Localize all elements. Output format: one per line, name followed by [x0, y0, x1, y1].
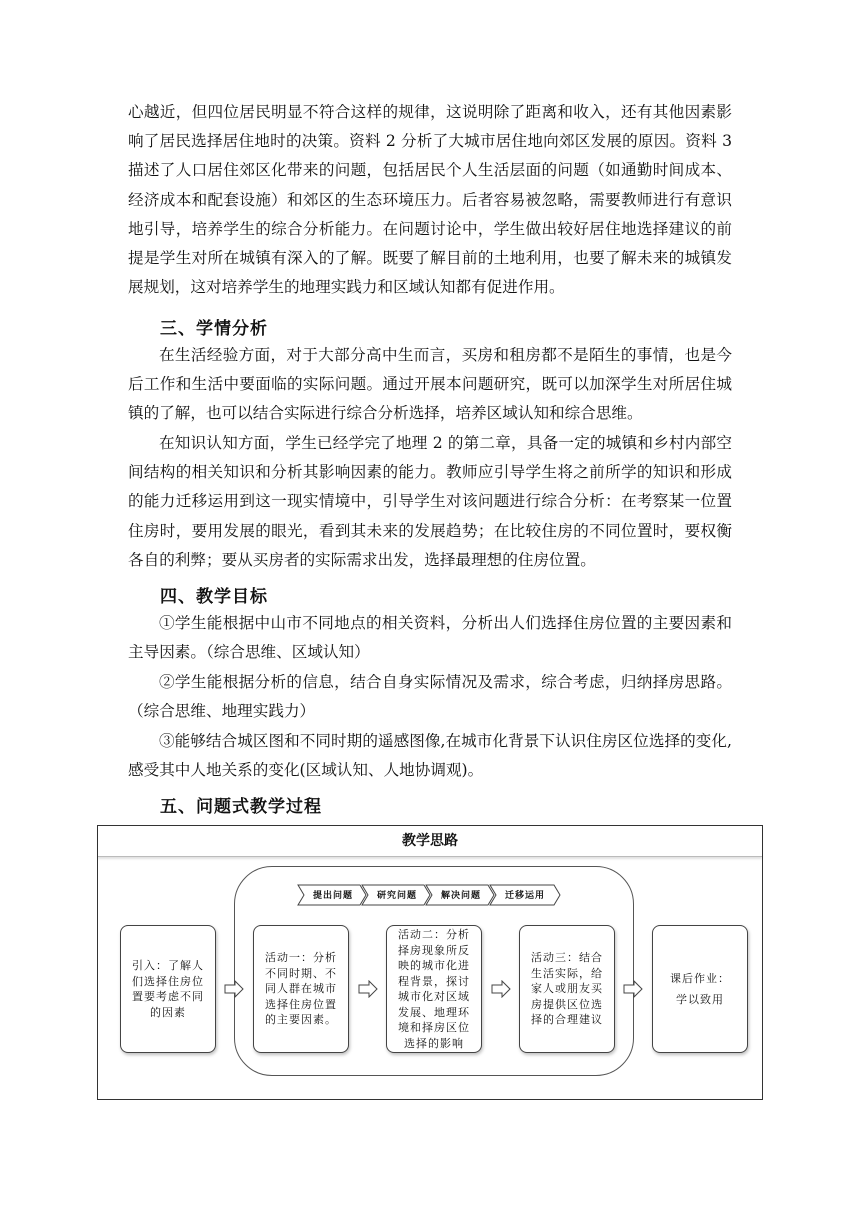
arrow-right-icon: [491, 980, 511, 998]
box-activity-1-line: 不同时期、不: [265, 966, 337, 980]
box-intro: [120, 925, 216, 1053]
section-heading-teaching-goals: 四、教学目标: [160, 587, 268, 607]
box-activity-2-line: 择房现象所反: [398, 943, 470, 957]
box-activity-3-line: 择的合理建议: [531, 1013, 603, 1027]
box-activity-2-line: 选择的影响: [404, 1036, 464, 1050]
box-activity-1-line: 选择住房位置: [265, 997, 337, 1011]
arrow-right-icon: [358, 980, 378, 998]
box-activity-2-line: 映的城市化进: [398, 959, 470, 972]
box-activity-2-line: 境和择房区位: [398, 1021, 470, 1034]
diagram-title-bar: [98, 826, 762, 857]
box-intro-line: 置要考虑不同: [132, 990, 204, 1003]
box-activity-2: [386, 925, 482, 1053]
box-activity-3-line: 活动三：结合: [531, 951, 603, 965]
section-heading-teaching-process: 五、问题式教学过程: [160, 797, 322, 817]
box-activity-3: [519, 925, 615, 1053]
box-activity-2-line: 活动二：分析: [398, 928, 470, 941]
box-activity-1-line: 活动一：分析: [265, 951, 337, 965]
box-activity-3-line: 家人或朋友买: [531, 982, 603, 996]
box-activity-1-line: 同人群在城市: [265, 982, 337, 996]
step-label-4: 迁移运用: [504, 891, 545, 901]
paragraph-resource-analysis: 心越近，但四位居民明显不符合这样的规律，这说明除了距离和收入，还有其他因素影响了居民选择居住地时的决策。资料 2 分析了大城市居住地向郊区发展的原因。资料 3 描述了人口居住郊区化带来的问题，包括居民个人生活层面的问题（如通勤时间成本、经济成本和配套设施）和郊区的生态环境压力。后者容易被忽略，需要教师进行有意识地引导，培养学生的综合分析能力。在问题讨论中，学生做出较好居住地选择建议的前提是学生对所在城镇有深入的了解。既要了解目前的土地利用，也要了解未来的城镇发展规划，这对培养学生的地理实践力和区域认知都有促进作用。: [128, 103, 732, 297]
box-homework-line: 课后作业：: [670, 971, 730, 985]
arrow-right-icon: [224, 980, 244, 998]
box-intro-line: 们选择住房位: [132, 974, 204, 988]
goal-item-1: ①学生能根据中山市不同地点的相关资料，分析出人们选择住房位置的主要因素和主导因素。（综合思维、区域认知）: [128, 614, 732, 662]
diagram-title: 教学思路: [402, 833, 458, 849]
box-activity-1: [253, 925, 349, 1053]
step-label-1: 提出问题: [312, 891, 353, 901]
box-activity-1-line: 的主要因素。: [265, 1013, 337, 1027]
box-intro-line: 引入：了解人: [132, 959, 204, 972]
goal-item-3: ③能够结合城区图和不同时期的遥感图像,在城市化背景下认识住房区位选择的变化,感受其中人地关系的变化(区域认知、人地协调观)。: [128, 732, 732, 780]
box-homework: [652, 925, 748, 1053]
paragraph-life-experience: 在生活经验方面，对于大部分高中生而言，买房和租房都不是陌生的事情，也是今后工作和生活中要面临的实际问题。通过开展本问题研究，既可以加深学生对所居住城镇的了解，也可以结合实际进行综合分析选择，培养区域认知和综合思维。: [128, 346, 732, 423]
box-homework-line: 学以致用: [676, 993, 724, 1006]
goal-item-2: ②学生能根据分析的信息，结合自身实际情况及需求，综合考虑，归纳择房思路。（综合思维、地理实践力）: [128, 673, 732, 721]
step-label-3: 解决问题: [440, 891, 481, 901]
box-activity-3-line: 生活实际，给: [531, 966, 603, 980]
paragraph-knowledge: 在知识认知方面，学生已经学完了地理 2 的第二章，具备一定的城镇和乡村内部空间结构的相关知识和分析其影响因素的能力。教师应引导学生将之前所学的知识和形成的能力迁移运用到这一现实情境中，引导学生对该问题进行综合分析：在考察某一位置住房时，要用发展的眼光，看到其未来的发展趋势；在比较住房的不同位置时，要权衡各自的利弊；要从买房者的实际需求出发，选择最理想的住房位置。: [128, 434, 732, 569]
section-heading-learner-analysis: 三、学情分析: [160, 319, 268, 339]
box-activity-2-line: 程背景，探讨: [398, 974, 470, 988]
teaching-flow-diagram: [97, 825, 763, 1100]
box-intro-line: 的因素: [150, 1005, 186, 1019]
step-label-2: 研究问题: [376, 891, 417, 901]
arrow-right-icon: [623, 980, 643, 998]
box-activity-3-line: 房提供区位选: [531, 997, 603, 1011]
box-activity-2-line: 发展、地理环: [398, 1005, 470, 1019]
box-activity-2-line: 城市化对区域: [398, 990, 470, 1003]
